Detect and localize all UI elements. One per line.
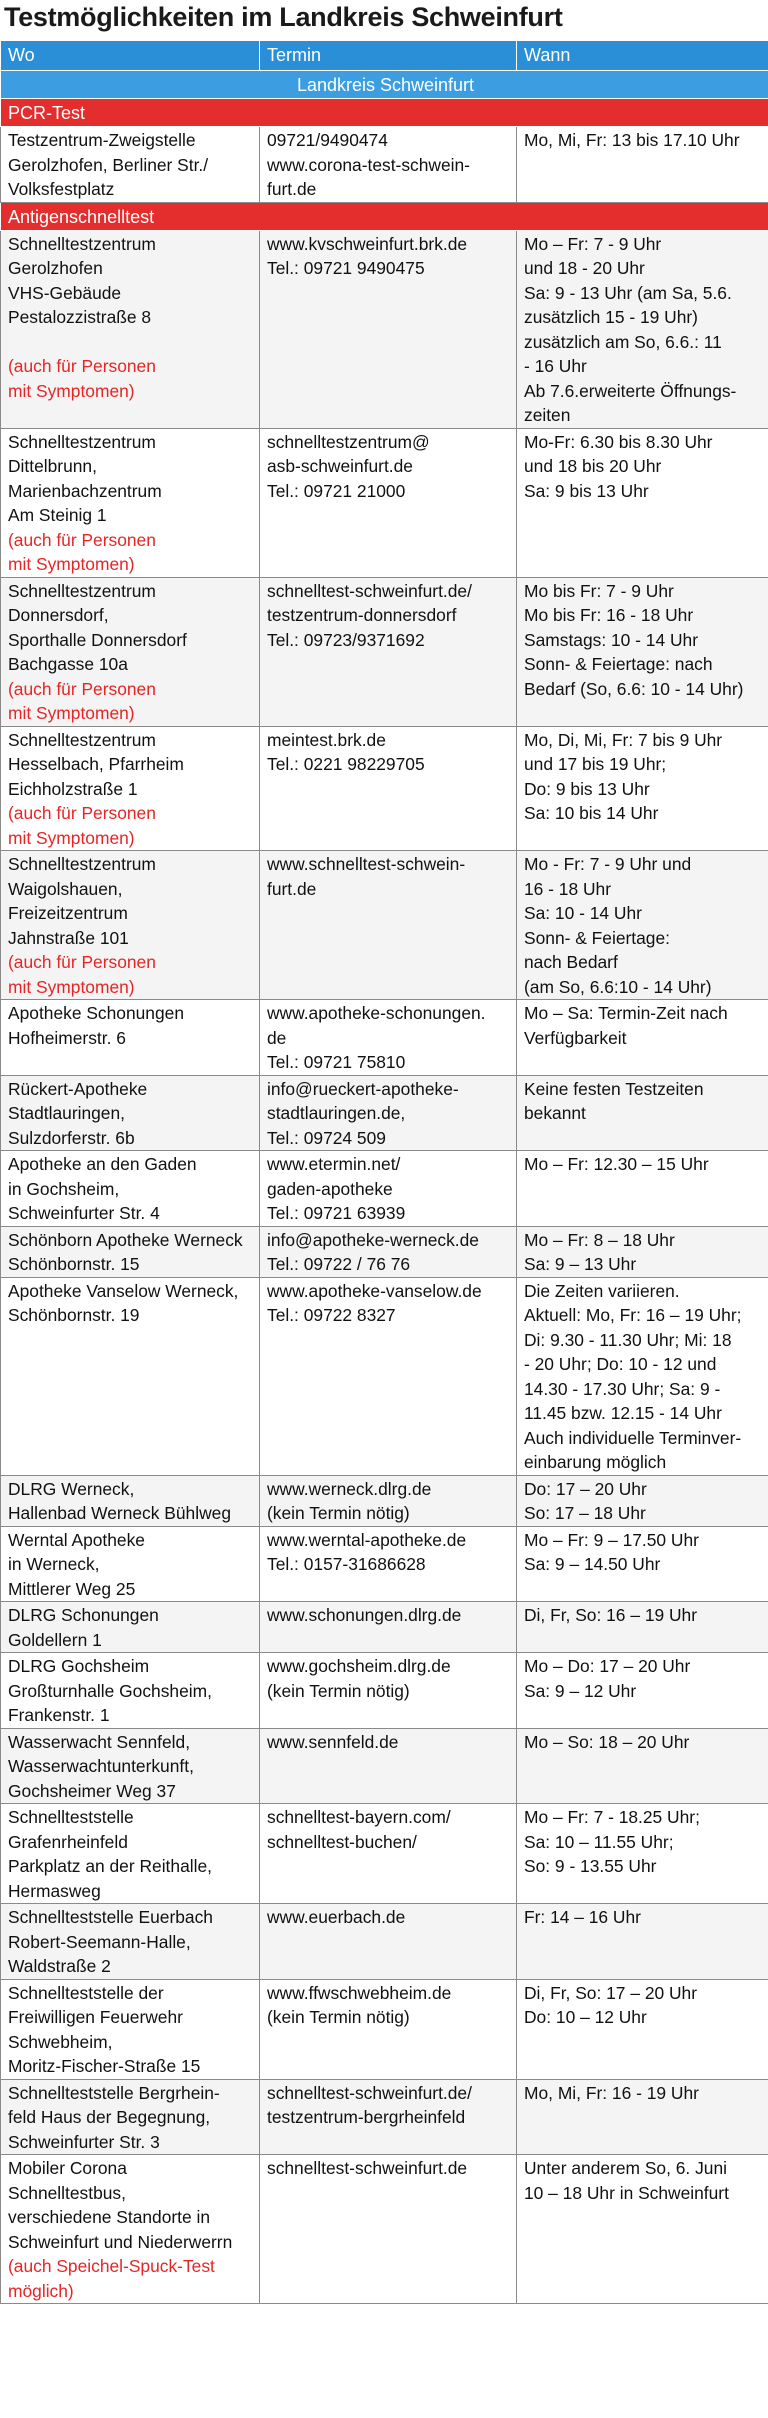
table-row [1, 1226, 768, 1277]
cell-wann-line: 11.45 bzw. 12.15 - 14 Uhr [524, 1403, 722, 1423]
cell-wann-line: und 17 bis 19 Uhr; [524, 754, 667, 774]
cell-wo-line: Dittelbrunn, [8, 456, 97, 476]
cell-wann-line: Keine festen Testzeiten [524, 1078, 704, 1099]
cell-wann-line: Mo – Fr: 8 – 18 Uhr [524, 1229, 675, 1250]
cell-wo-line: Schnelltestzentrum [8, 854, 156, 874]
cell-wann-line: Aktuell: Mo, Fr: 16 – 19 Uhr; [524, 1305, 742, 1325]
cell-termin-line: Tel.: 09721 21000 [267, 480, 406, 501]
table-row [1, 1075, 768, 1151]
cell-wann-line: 10 – 18 Uhr in Schweinfurt [524, 2182, 729, 2203]
cell-wann-line: Mo, Mi, Fr: 13 bis 17.10 Uhr [524, 130, 740, 150]
cell-wann-line: 16 - 18 Uhr [524, 878, 611, 899]
cell-wo [1, 1979, 260, 2079]
symptom-note-line: mit Symptomen) [8, 554, 135, 574]
cell-termin-line: de [267, 1027, 287, 1048]
cell-termin-line: www.apotheke-schonungen. [267, 1003, 486, 1023]
cell-termin-line: info@apotheke-werneck.de [267, 1229, 479, 1250]
symptom-note-line: mit Symptomen) [8, 380, 135, 401]
table-row [1, 1804, 768, 1904]
table-body [1, 71, 768, 2304]
cell-wo-line: DLRG Gochsheim [8, 1656, 150, 1676]
cell-wo-line: Donnersdorf, [8, 605, 109, 625]
cell-termin-line: Tel.: 09721 63939 [267, 1203, 406, 1223]
cell-wann-line: - 20 Uhr; Do: 10 - 12 und [524, 1354, 717, 1374]
table-row [1, 577, 768, 726]
cell-wann-line: Mo – Do: 17 – 20 Uhr [524, 1656, 691, 1676]
cell-wo [1, 1000, 260, 1076]
cell-wann [517, 1475, 768, 1526]
cell-wo [1, 2079, 260, 2155]
cell-termin-line: (kein Termin nötig) [267, 2007, 410, 2027]
cell-wann-line: - 16 Uhr [524, 356, 587, 376]
cell-wo-line: Sulzdorferstr. 6b [8, 1127, 135, 1148]
cell-wo [1, 1728, 260, 1804]
cell-termin [260, 1804, 517, 1904]
cell-wann-line: 14.30 - 17.30 Uhr; Sa: 9 - [524, 1378, 721, 1399]
cell-wann-line: Sa: 9 – 12 Uhr [524, 1680, 637, 1701]
cell-wo [1, 1226, 260, 1277]
cell-termin [260, 230, 517, 428]
cell-wo-line: Schnellteststelle Bergrhein- [8, 2082, 220, 2103]
cell-termin-line: Tel.: 09721 75810 [267, 1052, 406, 1072]
cell-wann-line: Sa: 9 – 13 Uhr [524, 1254, 637, 1274]
cell-wann-line: Di, Fr, So: 16 – 19 Uhr [524, 1605, 698, 1625]
cell-wann-line: Ab 7.6.erweiterte Öffnungs- [524, 380, 737, 401]
cell-termin [260, 1000, 517, 1076]
cell-termin [260, 2155, 517, 2304]
table-row [1, 851, 768, 1000]
table-row [1, 230, 768, 428]
cell-wo-line: Schönborn Apotheke Werneck [8, 1229, 243, 1250]
cell-wann-line: Mo – Fr: 9 – 17.50 Uhr [524, 1529, 699, 1550]
table-row [1, 1000, 768, 1076]
cell-termin [260, 1653, 517, 1729]
table-row [1, 1475, 768, 1526]
cell-termin-line: testzentrum-donnersdorf [267, 605, 457, 625]
cell-wann [517, 1602, 768, 1653]
cell-wann-line: Do: 10 – 12 Uhr [524, 2007, 647, 2027]
cell-wann-line: Mo - Fr: 7 - 9 Uhr und [524, 854, 692, 874]
cell-termin-line: gaden-apotheke [267, 1178, 393, 1199]
cell-wann-line: nach Bedarf [524, 952, 618, 972]
cell-termin-line: asb-schweinfurt.de [267, 456, 413, 476]
cell-wo-line: Volksfestplatz [8, 179, 115, 199]
cell-wo [1, 1602, 260, 1653]
cell-wo-line [8, 330, 254, 355]
cell-wann [517, 1075, 768, 1151]
cell-termin-line: www.ffwschwebheim.de [267, 1982, 452, 2003]
cell-termin-line: Tel.: 09723/9371692 [267, 629, 425, 650]
cell-wo [1, 1075, 260, 1151]
category-antigen-label: Antigenschnelltest [1, 202, 768, 230]
symptom-note-line: möglich) [8, 2280, 74, 2301]
cell-wo-line: in Gochsheim, [8, 1178, 120, 1199]
cell-wann [517, 1226, 768, 1277]
cell-wann [517, 851, 768, 1000]
cell-termin [260, 851, 517, 1000]
cell-wo-line: Freizeitzentrum [8, 903, 128, 923]
cell-termin [260, 1904, 517, 1980]
symptom-note-line: (auch für Personen [8, 529, 156, 550]
cell-termin [260, 127, 517, 203]
cell-wo-line: Sporthalle Donnersdorf [8, 629, 187, 650]
table-row [1, 1728, 768, 1804]
table-row [1, 1277, 768, 1475]
cell-wann [517, 1804, 768, 1904]
cell-wann-line: Mo bis Fr: 16 - 18 Uhr [524, 605, 694, 625]
cell-wo-line: Schwebheim, [8, 2031, 113, 2052]
cell-wo-line: Schnelltestzentrum [8, 431, 156, 452]
cell-wann-line: Verfügbarkeit [524, 1027, 627, 1048]
table-row [1, 1979, 768, 2079]
cell-termin-line: www.werntal-apotheke.de [267, 1529, 467, 1550]
cell-wo-line: Schnelltestbus, [8, 2182, 126, 2203]
cell-wo-line: Hermasweg [8, 1880, 101, 1901]
cell-wann-line: zeiten [524, 405, 571, 425]
cell-wann-line: Mo-Fr: 6.30 bis 8.30 Uhr [524, 431, 713, 452]
category-pcr-label: PCR-Test [1, 99, 768, 127]
cell-wann-line: Bedarf (So, 6.6: 10 - 14 Uhr) [524, 678, 744, 699]
cell-wann [517, 1728, 768, 1804]
cell-wo-line: Parkplatz an der Reithalle, [8, 1856, 212, 1876]
cell-wann-line: Mo – Fr: 12.30 – 15 Uhr [524, 1154, 709, 1174]
cell-wann-line: Samstags: 10 - 14 Uhr [524, 629, 698, 650]
symptom-note-line: mit Symptomen) [8, 827, 135, 848]
cell-wo-line: Mittlerer Weg 25 [8, 1578, 136, 1599]
cell-termin [260, 1602, 517, 1653]
cell-wann-line: Sa: 9 bis 13 Uhr [524, 480, 649, 501]
symptom-note-line: mit Symptomen) [8, 703, 135, 723]
cell-wann-line: Die Zeiten variieren. [524, 1280, 680, 1301]
header-wo: Wo [1, 41, 260, 71]
cell-wo-line: Schweinfurter Str. 3 [8, 2131, 160, 2152]
cell-wo [1, 127, 260, 203]
cell-wann-line: Fr: 14 – 16 Uhr [524, 1907, 641, 1927]
table-row [1, 127, 768, 203]
cell-wo-line: Schönbornstr. 19 [8, 1305, 140, 1325]
cell-wo-line: Goldellern 1 [8, 1629, 102, 1650]
cell-wann [517, 428, 768, 577]
cell-wann-line: Sa: 10 – 11.55 Uhr; [524, 1831, 674, 1852]
cell-termin [260, 1075, 517, 1151]
cell-wann-line: Auch individuelle Terminver- [524, 1427, 742, 1448]
cell-termin-line: Tel.: 09722 / 76 76 [267, 1254, 411, 1274]
cell-wo-line: Rückert-Apotheke [8, 1078, 148, 1099]
cell-termin [260, 1728, 517, 1804]
symptom-note-line: mit Symptomen) [8, 976, 135, 997]
cell-termin-line: testzentrum-bergrheinfeld [267, 2107, 466, 2127]
cell-wo-line: Wasserwacht Sennfeld, [8, 1731, 191, 1752]
region-band [1, 71, 768, 99]
cell-termin-line: www.sennfeld.de [267, 1731, 399, 1752]
cell-termin-line: www.schonungen.dlrg.de [267, 1605, 462, 1625]
cell-wann [517, 2155, 768, 2304]
cell-wann [517, 2079, 768, 2155]
category-antigen [1, 202, 768, 230]
cell-wann-line: Mo, Mi, Fr: 16 - 19 Uhr [524, 2082, 699, 2103]
cell-wo-line: Schweinfurter Str. 4 [8, 1203, 160, 1223]
cell-wann-line: Sonn- & Feiertage: [524, 927, 670, 948]
cell-termin-line: stadtlauringen.de, [267, 1103, 406, 1123]
cell-termin-line: www.euerbach.de [267, 1907, 406, 1927]
page-title: Testmöglichkeiten im Landkreis Schweinfurt [4, 2, 563, 32]
cell-wo-line: Hallenbad Werneck Bühlweg [8, 1503, 231, 1523]
table-row [1, 1904, 768, 1980]
cell-wann-line: zusätzlich 15 - 19 Uhr) [524, 307, 698, 327]
cell-wo-line: Schweinfurt und Niederwerrn [8, 2231, 233, 2252]
cell-wo [1, 1526, 260, 1602]
cell-wo-line: Grafenrheinfeld [8, 1831, 128, 1852]
cell-termin-line: schnelltest-schweinfurt.de [267, 2158, 468, 2178]
cell-wo-line: Eichholzstraße 1 [8, 778, 138, 799]
cell-wo-line: Schnelltestzentrum [8, 580, 156, 601]
cell-termin [260, 2079, 517, 2155]
cell-wann-line: Mo bis Fr: 7 - 9 Uhr [524, 580, 674, 601]
cell-wo-line: Mobiler Corona [8, 2158, 127, 2178]
cell-wo-line: in Werneck, [8, 1554, 100, 1574]
cell-wann [517, 1904, 768, 1980]
cell-termin-line: www.apotheke-vanselow.de [267, 1280, 482, 1301]
cell-wo-line: Wasserwachtunterkunft, [8, 1756, 194, 1776]
cell-wo-line: Waigolshauen, [8, 878, 123, 899]
cell-wann-line: Do: 17 – 20 Uhr [524, 1478, 647, 1499]
cell-wann-line: Sa: 10 - 14 Uhr [524, 903, 642, 923]
cell-termin-line: Tel.: 0221 98229705 [267, 754, 425, 774]
cell-wann [517, 726, 768, 851]
cell-termin [260, 1151, 517, 1227]
cell-wo-line: Schnellteststelle der [8, 1982, 164, 2003]
cell-wann [517, 1277, 768, 1475]
cell-wann-line: Sa: 9 – 14.50 Uhr [524, 1554, 661, 1574]
cell-termin [260, 1979, 517, 2079]
cell-termin-line: Tel.: 09721 9490475 [267, 258, 425, 278]
cell-wo-line: Robert-Seemann-Halle, [8, 1931, 191, 1952]
cell-wo-line: Testzentrum-Zweigstelle [8, 130, 196, 150]
table-row [1, 2155, 768, 2304]
cell-termin-line: 09721/9490474 [267, 130, 388, 150]
cell-wo-line: Stadtlauringen, [8, 1103, 125, 1123]
cell-termin-line: (kein Termin nötig) [267, 1503, 410, 1523]
cell-wo [1, 577, 260, 726]
testing-table [0, 40, 768, 2304]
cell-wo-line: Frankenstr. 1 [8, 1705, 110, 1725]
cell-termin-line: schnelltest-schweinfurt.de/ [267, 580, 472, 601]
cell-wo-line: Pestalozzistraße 8 [8, 307, 152, 327]
cell-termin [260, 577, 517, 726]
cell-wann-line: Mo – Fr: 7 - 18.25 Uhr; [524, 1807, 700, 1827]
cell-wo [1, 230, 260, 428]
cell-wann-line: und 18 - 20 Uhr [524, 258, 645, 278]
cell-termin-line: Tel.: 09724 509 [267, 1127, 386, 1148]
cell-termin-line: Tel.: 0157-31686628 [267, 1554, 426, 1574]
cell-wo-line: Marienbachzentrum [8, 480, 162, 501]
cell-termin-line: schnelltest-buchen/ [267, 1831, 417, 1852]
cell-wann [517, 577, 768, 726]
cell-wo-line: Hesselbach, Pfarrheim [8, 754, 184, 774]
cell-wo-line: Apotheke Schonungen [8, 1003, 184, 1023]
cell-wo [1, 726, 260, 851]
cell-wann [517, 230, 768, 428]
cell-wann-line: Sa: 9 - 13 Uhr (am Sa, 5.6. [524, 282, 732, 303]
cell-wann-line: Mo – So: 18 – 20 Uhr [524, 1731, 690, 1752]
cell-termin-line: www.schnelltest-schwein- [267, 854, 466, 874]
cell-termin-line: furt.de [267, 179, 317, 199]
cell-wo [1, 1804, 260, 1904]
cell-wo-line: Apotheke an den Gaden [8, 1154, 197, 1174]
cell-wann [517, 1000, 768, 1076]
cell-wann [517, 127, 768, 203]
cell-wann [517, 1979, 768, 2079]
cell-wo-line: Apotheke Vanselow Werneck, [8, 1280, 239, 1301]
table-row [1, 428, 768, 577]
cell-termin-line: schnelltest-bayern.com/ [267, 1807, 451, 1827]
cell-wo-line: Schnelltestzentrum [8, 729, 156, 750]
cell-wann-line: Mo – Sa: Termin-Zeit nach [524, 1003, 728, 1023]
cell-wo-line: Gochsheimer Weg 37 [8, 1780, 176, 1801]
cell-wo-line: Freiwilligen Feuerwehr [8, 2007, 183, 2027]
cell-termin-line: schnelltestzentrum@ [267, 431, 430, 452]
symptom-note-line: (auch Speichel-Spuck-Test [8, 2256, 215, 2276]
cell-wann-line: Sonn- & Feiertage: nach [524, 654, 713, 674]
cell-wo-line: Schnellteststelle [8, 1807, 134, 1827]
table-row [1, 2079, 768, 2155]
cell-wo [1, 1151, 260, 1227]
cell-wo-line: feld Haus der Begegnung, [8, 2107, 211, 2127]
cell-wo-line: Schnellteststelle Euerbach [8, 1907, 213, 1927]
cell-wann-line: Di, Fr, So: 17 – 20 Uhr [524, 1982, 698, 2003]
cell-wo-line: Moritz-Fischer-Straße 15 [8, 2056, 201, 2076]
cell-wann [517, 1151, 768, 1227]
cell-wann-line: Sa: 10 bis 14 Uhr [524, 803, 659, 823]
cell-wo-line: Gerolzhofen [8, 258, 103, 278]
cell-termin-line: info@rueckert-apotheke- [267, 1078, 459, 1099]
cell-wo-line: Schnelltestzentrum [8, 233, 156, 254]
cell-termin [260, 1475, 517, 1526]
cell-wann-line: Do: 9 bis 13 Uhr [524, 778, 650, 799]
cell-wann-line: und 18 bis 20 Uhr [524, 456, 662, 476]
cell-wo [1, 851, 260, 1000]
cell-wann-line: So: 17 – 18 Uhr [524, 1503, 646, 1523]
cell-termin-line: Tel.: 09722 8327 [267, 1305, 396, 1325]
table-row [1, 726, 768, 851]
cell-termin [260, 428, 517, 577]
cell-wann-line: Mo, Di, Mi, Fr: 7 bis 9 Uhr [524, 729, 723, 750]
table-row [1, 1653, 768, 1729]
cell-termin-line: (kein Termin nötig) [267, 1680, 410, 1701]
cell-wann [517, 1526, 768, 1602]
table-row [1, 1526, 768, 1602]
cell-wann-line: So: 9 - 13.55 Uhr [524, 1856, 657, 1876]
cell-wo [1, 1475, 260, 1526]
cell-wo [1, 1653, 260, 1729]
cell-termin-line: schnelltest-schweinfurt.de/ [267, 2082, 472, 2103]
table-row [1, 1151, 768, 1227]
cell-wann-line: Unter anderem So, 6. Juni [524, 2158, 727, 2178]
cell-wo-line: Großturnhalle Gochsheim, [8, 1680, 212, 1701]
cell-termin-line: www.kvschweinfurt.brk.de [267, 233, 468, 254]
cell-wann [517, 1653, 768, 1729]
cell-wo-line: DLRG Werneck, [8, 1478, 135, 1499]
header-termin: Termin [260, 41, 517, 71]
cell-wo-line: Waldstraße 2 [8, 1956, 111, 1976]
cell-wo-line: Am Steinig 1 [8, 505, 107, 525]
cell-wo-line: Bachgasse 10a [8, 654, 128, 674]
cell-termin-line: www.corona-test-schwein- [267, 154, 470, 175]
cell-wo-line: Schönbornstr. 15 [8, 1254, 140, 1274]
cell-termin [260, 726, 517, 851]
cell-wann-line: bekannt [524, 1103, 586, 1123]
header-wann: Wann [517, 41, 768, 71]
cell-termin [260, 1226, 517, 1277]
cell-wo-line: Jahnstraße 101 [8, 927, 129, 948]
region-label: Landkreis Schweinfurt [1, 71, 768, 99]
cell-wo [1, 1904, 260, 1980]
symptom-note-line: (auch für Personen [8, 952, 156, 972]
category-pcr [1, 99, 768, 127]
cell-wo-line: Werntal Apotheke [8, 1529, 145, 1550]
cell-wo-line: VHS-Gebäude [8, 282, 122, 303]
cell-wann-line: einbarung möglich [524, 1452, 667, 1472]
cell-termin-line: www.gochsheim.dlrg.de [267, 1656, 451, 1676]
symptom-note-line: (auch für Personen [8, 356, 156, 376]
cell-termin-line: www.etermin.net/ [267, 1154, 401, 1174]
cell-wo [1, 1277, 260, 1475]
cell-wo-line: verschiedene Standorte in [8, 2207, 211, 2227]
cell-wann-line: Mo – Fr: 7 - 9 Uhr [524, 233, 662, 254]
cell-termin-line: meintest.brk.de [267, 729, 386, 750]
symptom-note-line: (auch für Personen [8, 678, 156, 699]
cell-wann-line: (am So, 6.6:10 - 14 Uhr) [524, 976, 712, 997]
cell-wann-line: Di: 9.30 - 11.30 Uhr; Mi: 18 [524, 1329, 732, 1350]
cell-termin-line: www.werneck.dlrg.de [267, 1478, 432, 1499]
cell-wo-line: Hofheimerstr. 6 [8, 1027, 126, 1048]
cell-wann-line: zusätzlich am So, 6.6.: 11 [524, 331, 722, 352]
table-row [1, 1602, 768, 1653]
cell-termin [260, 1526, 517, 1602]
cell-wo-line: Gerolzhofen, Berliner Str./ [8, 154, 209, 175]
cell-wo [1, 428, 260, 577]
cell-wo [1, 2155, 260, 2304]
cell-termin-line: furt.de [267, 878, 317, 899]
symptom-note-line: (auch für Personen [8, 803, 156, 823]
cell-wo-line: DLRG Schonungen [8, 1605, 159, 1625]
cell-termin [260, 1277, 517, 1475]
header-row [1, 41, 768, 71]
